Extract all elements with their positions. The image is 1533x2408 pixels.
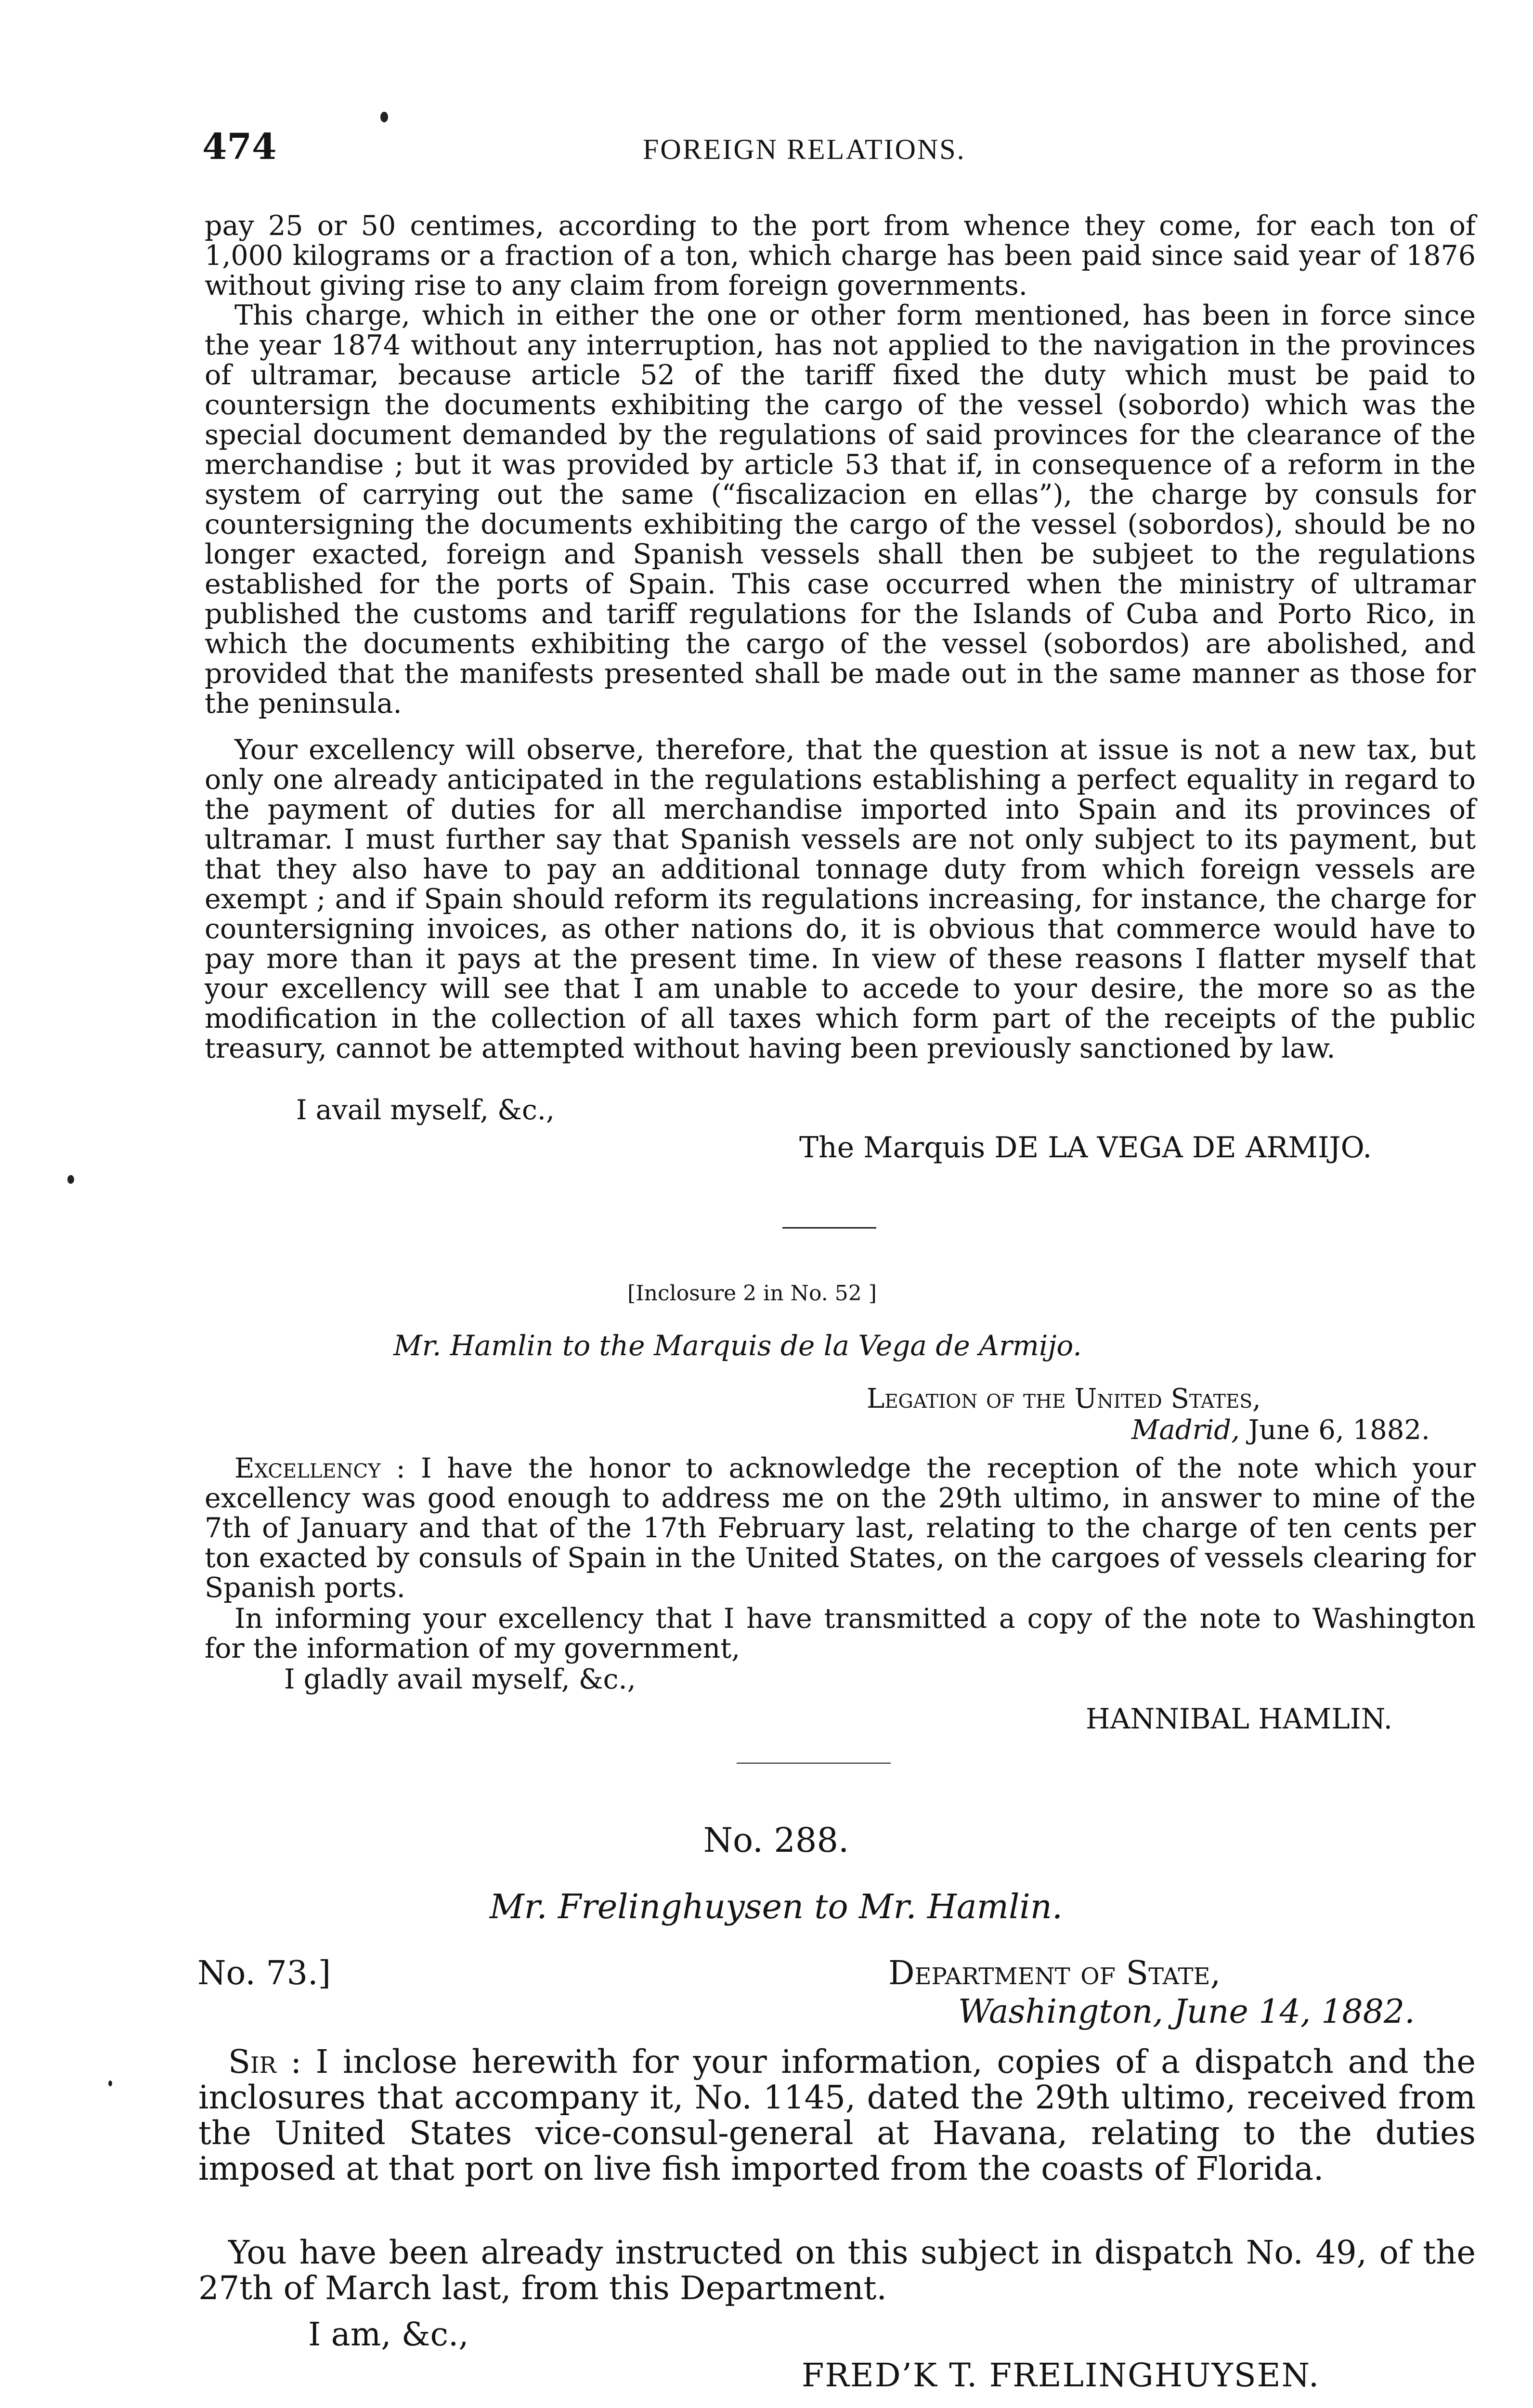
document-heading: Mr. Frelinghuysen to Mr. Hamlin.	[489, 1887, 1063, 1926]
enclosure-heading: Mr. Hamlin to the Marquis de la Vega de Armijo.	[393, 1329, 1082, 1362]
document-signature: FRED’K T. FRELINGHUYSEN.	[802, 2356, 1320, 2394]
document-paragraph: You have been already instructed on this subject in dispatch No. 49, of the 27th of March last, from this Department.	[198, 2234, 1476, 2307]
enclosure-date: June 6, 1882.	[1248, 1414, 1430, 1446]
document-city: Washington,	[958, 1993, 1163, 2031]
letter-signature: The Marquis DE LA VEGA DE ARMIJO.	[799, 1131, 1372, 1165]
document-text: I inclose herewith for your information, copies of a dispatch and the inclosures that accompany it, No. 1145, dated the 29th ultimo, received from the United States vice-consul-general at Havana, relating to the duties imposed at that port on live fish imported from the coasts of Florida.	[198, 2043, 1476, 2187]
document-salutation: Sir :	[228, 2043, 302, 2081]
letter-paragraph: Your excellency will observe, therefore, that the question at issue is not a new tax, but only one already anticipated in the regulations establishing a perfect equality in regard to the payment of duties for all merchandise imported into Spain and its provinces of ultramar. I must further say that Spanish vessels are not only subject to its payment, but that they also have to pay an additional tonnage duty from which foreign vessels are exempt ; and if Spain should reform its regulations increasing, for instance, the charge for countersigning invoices, as other nations do, it is obvious that commerce would have to pay more than it pays at the present time. In view of these reasons I flatter myself that your excellency will see that I am unable to accede to your desire, the more so as the modification in the collection of all taxes which form part of the receipts of the public treasury, cannot be attempted without having been previously sanctioned by law.	[205, 734, 1476, 1064]
enclosure-city: Madrid,	[1131, 1414, 1240, 1446]
section-divider	[737, 1763, 891, 1764]
enclosure-label: [Inclosure 2 in No. 52 ]	[627, 1281, 877, 1306]
enclosure-salutation: Excellency :	[234, 1453, 405, 1484]
document-dateline	[958, 1993, 1415, 2031]
enclosure-signature: HANNIBAL HAMLIN.	[1086, 1702, 1393, 1735]
running-title: FOREIGN RELATIONS.	[643, 133, 966, 165]
ink-speck	[108, 2081, 112, 2086]
section-divider	[782, 1227, 876, 1229]
page-number: 474	[202, 126, 277, 168]
document-date: June 14, 1882.	[1173, 1993, 1415, 2031]
dispatch-reference: No. 73.]	[197, 1954, 331, 1992]
enclosure-text: I have the honor to acknowledge the reception of the note which your excellency was good enough to address me on the 29th ultimo, in answer to mine of the 7th of January and that of the 17th February last, relating to the charge of ten cents per ton exacted by consuls of Spain in the United States, on the cargoes of vessels clearing for Spanish ports.	[205, 1453, 1476, 1604]
enclosure-dateline	[1131, 1414, 1430, 1446]
enclosure-paragraph: In informing your excellency that I have transmitted a copy of the note to Washington for the information of my government,	[205, 1603, 1476, 1664]
letter-paragraph: pay 25 or 50 centimes, according to the port from whence they come, for each ton of 1,000 kilograms or a fraction of a ton, which charge has been paid since said year of 1876 without giving rise to any claim from foreign governments.	[205, 210, 1476, 301]
enclosure-place: Legation of the United States,	[867, 1383, 1261, 1414]
document-paragraph	[198, 2044, 1476, 2186]
enclosure-closing: I gladly avail myself, &c.,	[284, 1663, 636, 1695]
letter-paragraph: This charge, which in either the one or other form mentioned, has been in force since the year 1874 without any interruption, has not applied to the navigation in the provinces of ultramar, because article 52 of the tariff fixed the duty which must be paid to countersign the documents exhibiting the cargo of the vessel (sobordo) which was the special document demanded by the regulations of said provinces for the clearance of the merchandise ; but it was provided by article 53 that if, in consequence of a reform in the system of carrying out the same (“fiscalizacion en ellas”), the charge by consuls for countersigning the documents exhibiting the cargo of the vessel (sobordos), should be no longer exacted, foreign and Spanish vessels shall then be subjeet to the regulations established for the ports of Spain. This case occurred when the ministry of ultramar published the customs and tariff regulations for the Islands of Cuba and Porto Rico, in which the documents exhibiting the cargo of the vessel (sobordos) are abolished, and provided that the manifests presented shall be made out in the same manner as those for the peninsula.	[205, 300, 1476, 720]
document-place: Department of State,	[888, 1954, 1221, 1992]
ink-speck	[67, 1175, 74, 1184]
document-number: No. 288.	[703, 1820, 849, 1860]
letter-closing: I avail myself, &c.,	[296, 1094, 555, 1126]
document-closing: I am, &c.,	[308, 2316, 469, 2353]
enclosure-paragraph	[205, 1453, 1476, 1603]
ink-speck	[380, 112, 388, 122]
